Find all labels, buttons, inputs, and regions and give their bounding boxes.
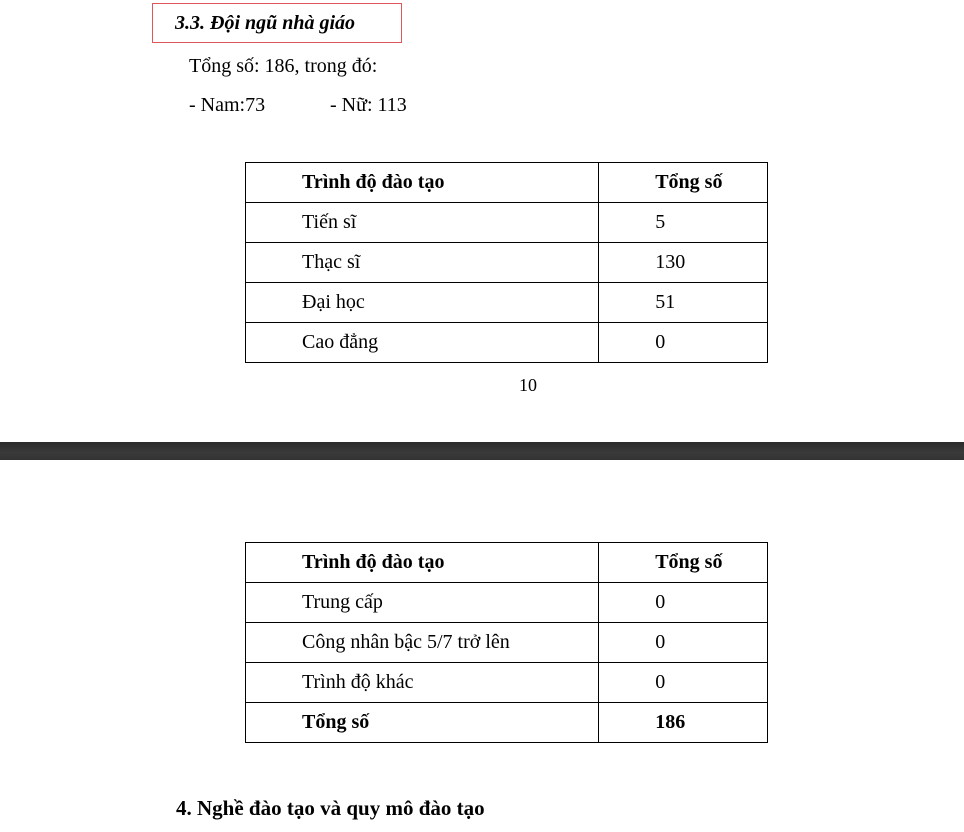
row-value: 0 xyxy=(599,623,768,663)
table-row xyxy=(246,623,768,663)
row-label: Đại học xyxy=(246,283,599,323)
header-qualification: Trình độ đào tạo xyxy=(246,543,599,583)
header-total: Tổng số xyxy=(599,163,768,203)
row-value: 0 xyxy=(599,583,768,623)
table-header-row xyxy=(246,543,768,583)
row-label: Trung cấp xyxy=(246,583,599,623)
page-separator xyxy=(0,442,964,460)
qualification-table-part1 xyxy=(245,162,768,363)
row-value: 0 xyxy=(599,323,768,363)
section-title: 3.3. Đội ngũ nhà giáo xyxy=(152,3,402,43)
table-total-row xyxy=(246,703,768,743)
header-qualification: Trình độ đào tạo xyxy=(246,163,599,203)
table-header-row xyxy=(246,163,768,203)
row-label: Thạc sĩ xyxy=(246,243,599,283)
row-label: Tiến sĩ xyxy=(246,203,599,243)
row-value: 51 xyxy=(599,283,768,323)
section-heading-4: 4. Nghề đào tạo và quy mô đào tạo xyxy=(176,796,485,820)
table-row xyxy=(246,583,768,623)
row-value: 5 xyxy=(599,203,768,243)
table-row xyxy=(246,203,768,243)
table-row xyxy=(246,323,768,363)
row-label: Cao đẳng xyxy=(246,323,599,363)
total-staff-line: Tổng số: 186, trong đó: xyxy=(189,55,378,77)
female-count: - Nữ: 113 xyxy=(330,94,407,116)
row-label: Trình độ khác xyxy=(246,663,599,703)
total-label: Tổng số xyxy=(246,703,599,743)
row-label: Công nhân bậc 5/7 trở lên xyxy=(246,623,599,663)
qualification-table-part2 xyxy=(245,542,768,743)
table-row xyxy=(246,283,768,323)
header-total: Tổng số xyxy=(599,543,768,583)
page-number: 10 xyxy=(519,375,537,395)
table-row xyxy=(246,663,768,703)
document-page-11 xyxy=(0,460,964,832)
male-count: - Nam:73 xyxy=(189,94,266,116)
total-value: 186 xyxy=(599,703,768,743)
row-value: 130 xyxy=(599,243,768,283)
row-value: 0 xyxy=(599,663,768,703)
table-row xyxy=(246,243,768,283)
